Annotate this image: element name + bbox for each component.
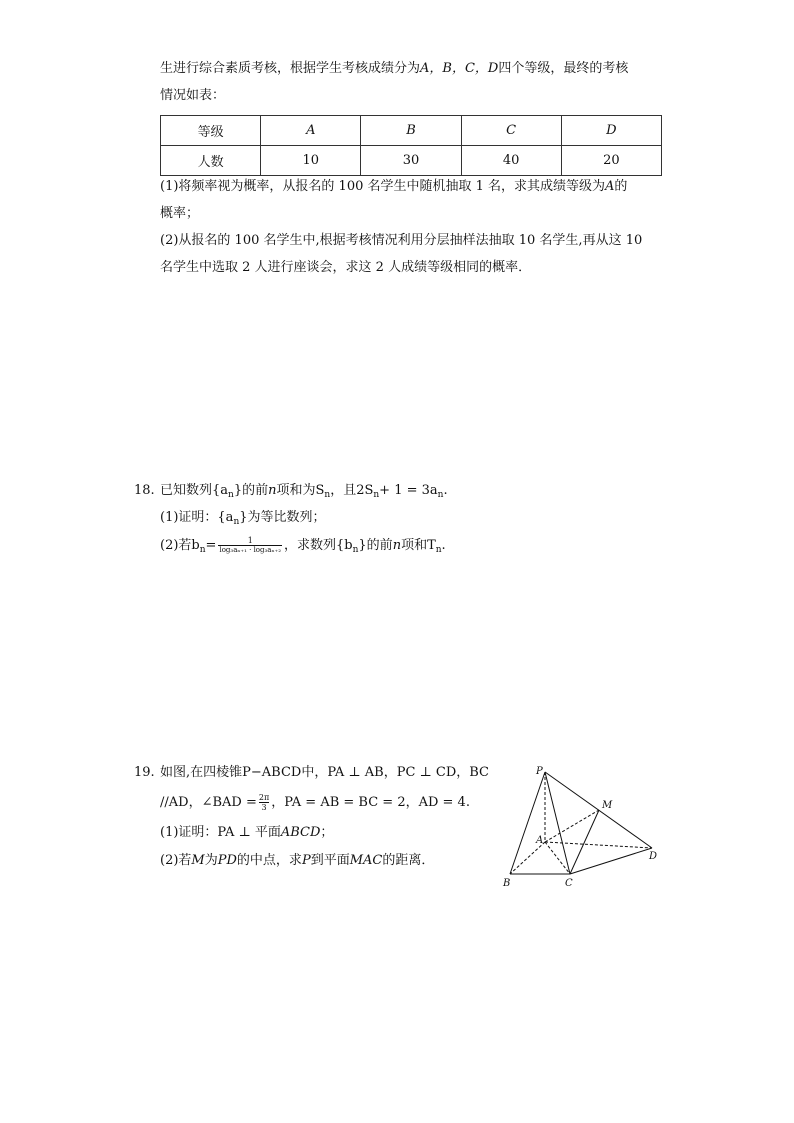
table-row: [161, 146, 662, 176]
q19-number: 19.: [134, 765, 155, 780]
edge-CD: [570, 848, 652, 874]
table-cell: 人数: [161, 146, 261, 176]
q19-line2: //AD，∠BAD = $\frac{2\pi}{3}$ ，PA = AB = BC = 2，AD = 4.: [160, 793, 470, 812]
pyramid-figure: [495, 760, 670, 895]
q18-stem: 已知数列$\{a_n\}$的前n项和为$S_n$，且$2S_n+ 1 = 3a_n$.: [160, 483, 448, 500]
table-cell: 20: [561, 146, 661, 176]
q18-number: 18.: [134, 483, 155, 498]
label-B: B: [503, 878, 511, 889]
table-cell: B: [361, 116, 461, 146]
q18-part2: (2)若$b_n=$ $\frac{1}{\text{log₃aₙ₊₁ · log₃aₙ₊₂}}$ ，求数列$\{b_n\}$的前n项和$T_n$.: [160, 536, 446, 555]
q17-part1-line1: (1)将频率视为概率，从报名的 100 名学生中随机抽取 1 名，求其成绩等级为A的: [160, 179, 628, 194]
table-cell: D: [561, 116, 661, 146]
intro-line-1: 生进行综合素质考核，根据学生考核成绩分为A，B，C，D四个等级，最终的考核: [160, 61, 629, 76]
edge-AM: [545, 810, 599, 842]
q19-part1: (1)证明：PA ⊥ 平面ABCD；: [160, 825, 334, 840]
q17-part2-line2: 名学生中选取 2 人进行座谈会，求这 2 人成绩等级相同的概率．: [160, 260, 532, 275]
q17-part2-line1: (2)从报名的 100 名学生中,根据考核情况利用分层抽样法抽取 10 名学生,再从这 10: [160, 233, 643, 248]
q18-part1: (1)证明：$\{a_n\}$为等比数列；: [160, 510, 326, 527]
table-cell: C: [461, 116, 561, 146]
edge-PB: [510, 772, 545, 874]
edge-AD: [545, 842, 652, 848]
q19-angle-fraction: $\frac{2\pi}{3}$: [258, 793, 270, 812]
edge-MC: [570, 810, 599, 874]
label-M: M: [602, 800, 613, 811]
table-cell: 30: [361, 146, 461, 176]
intro-line-2: 情况如表：: [160, 88, 226, 103]
label-A: A: [536, 835, 544, 846]
table-header-row: [161, 116, 662, 146]
table-cell: 40: [461, 146, 561, 176]
label-C: C: [565, 878, 573, 889]
label-D: D: [649, 851, 658, 862]
label-P: P: [536, 766, 543, 777]
table-cell: 10: [261, 146, 361, 176]
q19-line1: 如图,在四棱锥P−ABCD中，PA ⊥ AB，PC ⊥ CD，BC: [160, 765, 489, 780]
grades-table: [160, 115, 662, 176]
q17-part1-line2: 概率；: [160, 206, 200, 221]
table-cell: A: [261, 116, 361, 146]
table-cell: 等级: [161, 116, 261, 146]
q18-fraction: $\frac{1}{\text{log₃aₙ₊₁ · log₃aₙ₊₂}}$: [219, 536, 282, 554]
q19-part2: (2)若M为PD的中点，求P到平面MAC的距离．: [160, 853, 435, 868]
